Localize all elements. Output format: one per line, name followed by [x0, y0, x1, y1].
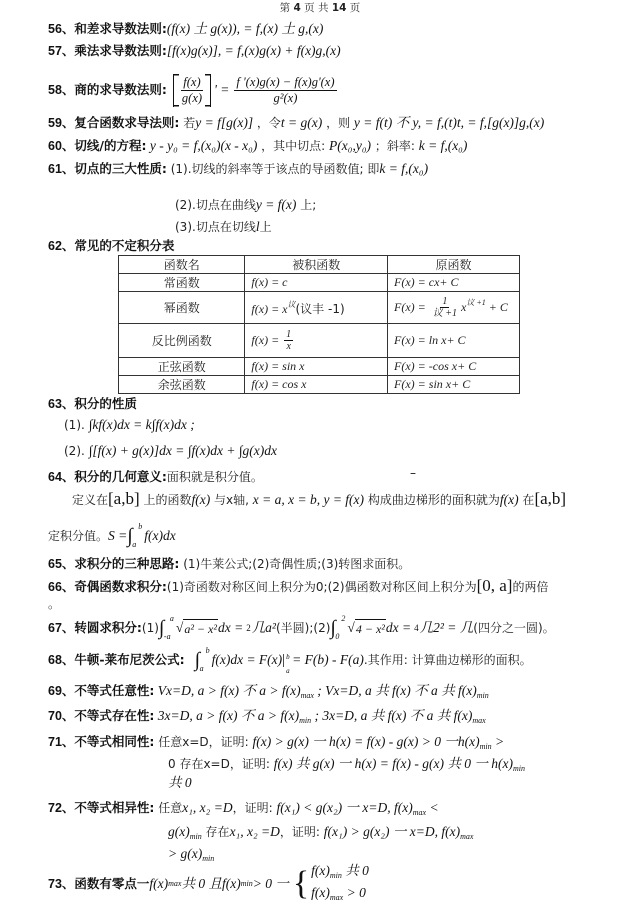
body-text: 定积分值。: [48, 529, 109, 543]
body-text: (2).切点在曲线: [175, 198, 256, 212]
item-72-line-2: [168, 823, 473, 846]
fraction-numerator: f '(x)g(x) − f(x)g'(x): [236, 74, 335, 89]
formula: ∫[f(x) + g(x)]dx = ∫f(x)dx + ∫g(x)dx: [88, 443, 277, 458]
integrand-cell: f(x) = c: [245, 274, 388, 292]
condition-line: [311, 884, 369, 905]
formula: y = f(t) 不 y, = f,(t)t, = f,[g(x)]g,(x): [353, 115, 545, 130]
fraction-denominator: g(x): [181, 90, 203, 105]
radicand: a² − x²: [183, 619, 218, 638]
item-72-line-3: [168, 845, 214, 868]
formula: > 0: [343, 885, 366, 900]
header-text: 页: [346, 2, 361, 14]
item-64: [48, 468, 263, 486]
item-69: [48, 682, 489, 705]
function-name-cell: 幂函数: [119, 292, 245, 324]
item-number: 66、: [48, 580, 75, 594]
brace-symbol: {: [292, 865, 310, 902]
fraction-denominator: g²(x): [273, 90, 298, 105]
integrand-cell: [245, 324, 388, 358]
formula: [a,b]: [108, 489, 140, 508]
body-text: ；斜率:: [371, 139, 419, 153]
table-header-cell: 被积函数: [245, 256, 388, 274]
body-text: .其作用: 计算曲边梯形的面积。: [363, 653, 532, 667]
formula: y = f(x): [255, 197, 297, 212]
integral-symbol: ∫: [194, 649, 201, 671]
formula: f(x₁) < g(x₂) 一 x=D, f(x): [276, 800, 413, 815]
item-62: [48, 237, 174, 255]
item-label: 不等式相异性:: [74, 800, 155, 815]
item-label: 函数有零点一: [74, 876, 150, 891]
formula: <: [426, 800, 439, 815]
formula: x₁, x₂ =D: [229, 824, 280, 839]
item-70: [48, 707, 486, 730]
item-59: [48, 114, 544, 132]
body-text: 上的函数: [139, 493, 192, 507]
formula: y - y₀ = f,(x₀)(x - x₀): [146, 138, 258, 153]
integral-sign: [330, 614, 346, 641]
radicand: 4 − x²: [355, 619, 386, 638]
subscript: max: [460, 832, 474, 841]
item-number: 60、: [48, 139, 75, 153]
fraction-numerator: 1: [442, 296, 448, 307]
formula: t = g(x): [280, 115, 323, 130]
formula: Vx=D, a > f(x) 不 a > f(x): [154, 683, 301, 698]
integral-sign: [158, 614, 174, 641]
function-name-cell: 余弦函数: [119, 376, 245, 394]
item-number: 72、: [48, 801, 75, 815]
antiderivative-cell: F(x) = cx+ C: [388, 274, 520, 292]
body-text: ，令: [253, 116, 281, 130]
subscript: max: [329, 893, 344, 902]
formula: P(x₀,y₀): [329, 138, 372, 153]
item-number: 57、: [48, 44, 75, 58]
body-text: 存在: [201, 825, 230, 839]
body-text: ，则: [322, 116, 354, 130]
item-label: 切线/的方程:: [74, 138, 147, 153]
subscript: min: [189, 832, 202, 841]
formula: 几2² = 几: [419, 620, 474, 635]
sqrt-symbol: √: [347, 620, 355, 635]
body-text: 。: [48, 597, 61, 611]
subscript: min: [202, 854, 215, 863]
body-text: (2).: [64, 444, 89, 458]
condition: (议丰 -1): [295, 301, 345, 316]
table-header-row: [119, 256, 520, 274]
formula: >: [491, 734, 505, 749]
reciprocal-fraction: [284, 329, 293, 352]
item-60: [48, 137, 467, 155]
item-72: [48, 799, 439, 822]
integral-symbol: ∫: [330, 617, 336, 639]
item-label: 切点的三大性质:: [74, 161, 167, 176]
item-58: [48, 70, 339, 110]
formula: k = f,(x₀): [379, 161, 429, 176]
subscript: max: [300, 691, 314, 700]
current-page-number: 4: [293, 2, 301, 14]
formula: g(x): [168, 824, 190, 839]
subscript: min: [329, 871, 342, 880]
item-number: 67、: [48, 621, 75, 635]
dash-mark: –: [410, 466, 416, 480]
table-header-cell: 函数名: [119, 256, 245, 274]
formula: [f(x)g(x)], = f,(x)g(x) + f(x)g,(x): [166, 43, 341, 58]
formula: = F(b) - F(a): [292, 652, 364, 667]
page-header: [0, 1, 640, 15]
body-text: (3).切点在切线: [175, 220, 256, 234]
item-63: [48, 395, 137, 413]
body-text: 的两倍: [512, 580, 549, 594]
item-label: 奇偶函数求积分:: [74, 579, 167, 594]
item-label: 转圆求积分:: [74, 620, 142, 635]
item-label: 牛顿-莱布尼茨公式:: [74, 652, 185, 667]
formula: f(x): [311, 863, 330, 878]
formula: y = f[g(x)]: [195, 115, 254, 130]
table-row: [119, 292, 520, 324]
body-text: 上: [259, 220, 272, 234]
item-label: 商的求导数法则:: [74, 82, 167, 97]
item-number: 73、: [48, 877, 75, 891]
item-63-property-1: [64, 416, 195, 434]
item-57: [48, 42, 341, 60]
derivative-fraction: [234, 75, 336, 106]
subscript: max: [472, 716, 486, 725]
item-64-area-formula: [48, 524, 176, 548]
body-text: 与x轴,: [210, 493, 253, 507]
upper-limit: b: [205, 646, 210, 655]
antiderivative-cell: F(x) = sin x+ C: [388, 376, 520, 394]
evaluation-bar: [282, 651, 292, 675]
lower-limit: a: [199, 664, 204, 673]
integral-symbol: ∫: [158, 617, 165, 639]
fraction-denominator: x: [286, 341, 291, 352]
item-68: [48, 646, 532, 675]
integrand-cell: f(x) = cos x: [245, 376, 388, 394]
formula: [0, a]: [476, 576, 513, 595]
formula: x₁, x₂ =D: [182, 800, 233, 815]
formula: dx =: [217, 620, 244, 635]
item-label: 积分的几何意义:: [74, 469, 167, 484]
antiderivative-cell: [388, 292, 520, 324]
item-number: 70、: [48, 709, 75, 723]
formula: dx =: [385, 620, 412, 635]
upper-limit: b: [286, 653, 290, 661]
integrand-cell: f(x) = sin x: [245, 358, 388, 376]
item-label: 不等式任意性:: [74, 683, 155, 698]
formula: f(x) =: [251, 333, 283, 347]
item-71-line-3: [168, 774, 192, 792]
item-number: 58、: [48, 83, 75, 97]
body-text: ，其中切点:: [257, 139, 330, 153]
body-text: 在: [518, 493, 535, 507]
coefficient-fraction: [431, 296, 459, 319]
item-71-line-2: [168, 755, 525, 778]
item-label: 常见的不定积分表: [74, 238, 175, 253]
body-text: (1)牛莱公式;(2)奇偶性质;(3)转图求面积。: [179, 557, 411, 571]
body-text: (1).切线的斜率等于该点的导函数值; 即: [166, 162, 380, 176]
body-text: ，证明:: [232, 801, 277, 815]
body-text: 0 存在x=D，证明:: [168, 757, 274, 771]
formula: ; Vx=D, a 共 f(x) 不 a 共 f(x): [313, 683, 477, 698]
formula: f(x): [221, 876, 241, 891]
subscript: min: [240, 879, 253, 888]
item-number: 61、: [48, 162, 75, 176]
bar-symbol: |: [282, 652, 286, 668]
formula: f(x₁) > g(x₂) 一 x=D, f(x): [323, 824, 461, 839]
formula: > g(x): [168, 846, 203, 861]
formula: 共 0: [168, 775, 192, 790]
body-text: 若: [179, 116, 196, 130]
item-label: 复合函数求导法则:: [74, 115, 180, 130]
formula: + C: [485, 300, 508, 314]
formula: (f(x) 土 g(x)), = f,(x) 土 g,(x): [166, 21, 324, 36]
exponent: 议: [287, 299, 296, 309]
header-text: 页 共: [300, 2, 332, 14]
total-page-number: 14: [331, 2, 347, 14]
sqrt-symbol: √: [175, 620, 184, 635]
body-text: (2): [313, 621, 331, 635]
formula: S =: [108, 528, 128, 543]
lower-limit: -a: [163, 632, 171, 641]
body-text: 定义在: [72, 493, 109, 507]
formula: F(x) =: [394, 300, 429, 314]
integral-sign: [127, 522, 143, 549]
table-row: [119, 358, 520, 376]
subscript: min: [479, 742, 492, 751]
formula: f(x)dx = F(x): [211, 652, 283, 667]
item-label: 积分的性质: [74, 396, 137, 411]
antiderivative-cell: F(x) = ln x+ C: [388, 324, 520, 358]
formula: f(x) 共 g(x) 一 h(x) = f(x) - g(x) 共 0 一 h(x): [273, 756, 513, 771]
formula: 几a²: [251, 620, 276, 635]
body-text: ，证明:: [279, 825, 324, 839]
function-name-cell: 正弦函数: [119, 358, 245, 376]
formula: 3x=D, a > f(x) 不 a > f(x): [154, 708, 300, 723]
item-label: 不等式相同性:: [74, 734, 155, 749]
item-number: 62、: [48, 239, 75, 253]
item-number: 64、: [48, 470, 75, 484]
formula: f(x): [311, 885, 330, 900]
antiderivative-cell: F(x) = -cos x+ C: [388, 358, 520, 376]
body-text: (半圆);: [276, 621, 314, 635]
formula: ∫kf(x)dx = k∫f(x)dx ;: [88, 417, 195, 432]
subscript: min: [476, 691, 489, 700]
formula: k = f,(x₀): [418, 138, 468, 153]
upper-limit: b: [138, 522, 143, 531]
header-text: 第: [279, 2, 294, 14]
item-label: 和差求导数法则:: [74, 21, 167, 36]
body-text: 任意x=D，证明:: [154, 735, 253, 749]
upper-limit: 2: [341, 614, 346, 623]
exponent: 议 +1: [466, 298, 486, 307]
body-text: 构成曲边梯形的面积就为: [364, 493, 500, 507]
formula: f(x): [499, 492, 519, 507]
subscript: max: [412, 808, 427, 817]
item-number: 71、: [48, 735, 75, 749]
formula: 共 0 且: [181, 876, 222, 891]
body-text: 面积就是积分值。: [166, 470, 263, 484]
body-text: (四分之一圆)。: [473, 621, 555, 635]
item-number: 69、: [48, 684, 75, 698]
integral-symbol: ∫: [127, 525, 133, 547]
item-61-property-2: [175, 196, 316, 214]
function-name-cell: 反比例函数: [119, 324, 245, 358]
table-row: [119, 274, 520, 292]
item-66: [48, 577, 548, 596]
item-number: 65、: [48, 557, 75, 571]
formula: f(x): [191, 492, 211, 507]
lower-limit: a: [132, 540, 137, 549]
item-number: 56、: [48, 22, 75, 36]
item-64-definition: [72, 490, 566, 509]
body-text: 任意: [154, 801, 183, 815]
coefficient: 2: [246, 623, 251, 633]
item-56: [48, 20, 323, 38]
formula: l: [255, 219, 260, 234]
fraction-denominator: 议 +1: [432, 308, 458, 319]
table-header-cell: 原函数: [388, 256, 520, 274]
table-row: [119, 324, 520, 358]
item-61: [48, 160, 428, 178]
formula: x: [461, 300, 467, 314]
upper-limit: a: [169, 614, 174, 623]
quotient-fraction: [180, 75, 204, 106]
formula: f(x)dx: [144, 528, 176, 543]
lower-limit: 0: [335, 632, 340, 641]
item-65: [48, 555, 410, 573]
item-63-property-2: [64, 442, 277, 460]
item-66-end: [48, 595, 60, 613]
formula: ; 3x=D, a 共 f(x) 不 a 共 f(x): [311, 708, 473, 723]
item-number: 59、: [48, 116, 75, 130]
formula: f(x): [149, 876, 169, 891]
item-71: [48, 733, 504, 756]
item-label: 求积分的三种思路:: [74, 556, 180, 571]
function-name-cell: 常函数: [119, 274, 245, 292]
item-67: [48, 615, 555, 641]
formula: ' =: [214, 82, 230, 97]
integrand-cell: [245, 292, 388, 324]
formula: x = a, x = b, y = f(x): [252, 492, 365, 507]
item-number: 68、: [48, 653, 75, 667]
body-text: 上;: [296, 198, 317, 212]
subscript: min: [299, 716, 312, 725]
formula: > 0 一: [252, 876, 289, 891]
lower-limit: a: [286, 667, 290, 675]
condition-system: [311, 862, 369, 905]
coefficient: 4: [414, 623, 419, 633]
item-number: 63、: [48, 397, 75, 411]
item-73: [48, 863, 369, 902]
body-text: (1): [141, 621, 159, 635]
fraction-numerator: 1: [286, 329, 292, 340]
table-row: [119, 376, 520, 394]
item-61-property-3: [175, 218, 272, 236]
formula: f(x) = x: [251, 301, 288, 316]
fraction-numerator: f(x): [183, 74, 201, 89]
body-text: (1).: [64, 418, 89, 432]
subscript: min: [512, 764, 525, 773]
condition-line: [311, 862, 369, 884]
body-text: (1)奇函数对称区间上积分为0;(2)偶函数对称区间上积分为: [166, 580, 477, 594]
formula: 共 0: [341, 863, 369, 878]
subscript: max: [168, 879, 182, 888]
formula: f(x) > g(x) 一 h(x) = f(x) - g(x) > 0 一h(x): [252, 734, 480, 749]
item-label: 乘法求导数法则:: [74, 43, 167, 58]
item-label: 不等式存在性:: [74, 708, 155, 723]
integral-sign: [194, 646, 210, 673]
quotient-bracket: [173, 74, 211, 107]
formula: [a,b]: [534, 489, 567, 508]
integral-table: [118, 255, 520, 394]
